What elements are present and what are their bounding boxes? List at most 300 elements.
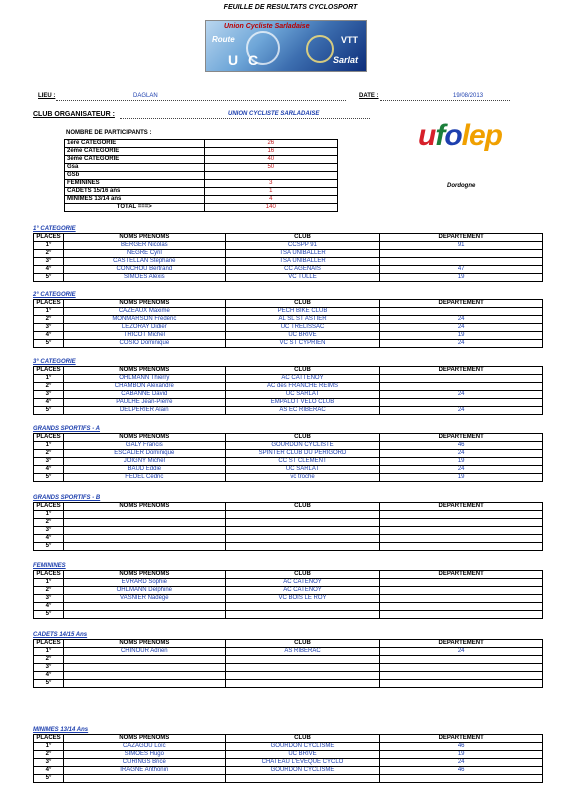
department-cell	[380, 308, 543, 316]
logo-text: Sarlat	[332, 55, 358, 65]
club-cell	[225, 535, 380, 543]
club-cell: UC SARLAT	[225, 391, 380, 399]
participants-row	[65, 188, 338, 196]
department-cell	[380, 375, 543, 383]
place-cell: 1°	[34, 242, 64, 250]
divider	[120, 118, 370, 119]
rider-name-cell: IRAGNE Anthonin	[63, 767, 225, 775]
department-cell	[380, 664, 543, 672]
department-cell	[380, 611, 543, 619]
table-row	[34, 383, 543, 391]
rider-name-cell: TRICOT Michel	[63, 332, 225, 340]
club-cell	[225, 672, 380, 680]
category-title: MINIMES 13/14 Ans	[33, 727, 89, 733]
place-cell: 5°	[34, 474, 64, 482]
department-name: Dordogne	[447, 183, 476, 189]
rider-name-cell	[63, 543, 225, 551]
club-cell: SPINTER CLUB DU PERIGORD	[225, 450, 380, 458]
logo-text: U C	[228, 52, 262, 68]
rider-name-cell: FEDEL Cédric	[63, 474, 225, 482]
club-cell: TSA UNIBALLER	[225, 258, 380, 266]
rider-name-cell: SIMOES Hugo	[63, 751, 225, 759]
table-row	[34, 316, 543, 324]
table-row	[34, 759, 543, 767]
results-table	[33, 366, 543, 415]
department-cell: 19	[380, 751, 543, 759]
table-row	[34, 543, 543, 551]
rider-name-cell: CHINOUR Adrien	[63, 648, 225, 656]
column-header: PLACES	[34, 234, 64, 242]
place-cell: 1°	[34, 308, 64, 316]
column-header: CLUB	[225, 735, 380, 743]
club-cell: GOURDON CYCLISTE	[225, 442, 380, 450]
club-cell: UC TRELISSAC	[225, 324, 380, 332]
table-row	[34, 324, 543, 332]
department-cell: 24	[380, 340, 543, 348]
rider-name-cell	[63, 775, 225, 783]
results-table	[33, 233, 543, 282]
club-cell	[225, 519, 380, 527]
participants-total-row	[65, 204, 338, 212]
department-cell	[380, 775, 543, 783]
club-cell	[225, 603, 380, 611]
place-cell: 3°	[34, 458, 64, 466]
club-cell	[225, 656, 380, 664]
department-cell: 24	[380, 450, 543, 458]
table-header-row	[34, 571, 543, 579]
department-cell: 24	[380, 759, 543, 767]
page-title: FEUILLE DE RESULTATS CYCLOSPORT	[223, 4, 358, 11]
club-cell: VC TULLE	[225, 274, 380, 282]
participants-row	[65, 140, 338, 148]
column-header: CLUB	[225, 234, 380, 242]
rider-name-cell: BAUD Eddie	[63, 466, 225, 474]
club-cell: vc troche	[225, 474, 380, 482]
logo-text: Union Cycliste Sarladaise	[224, 23, 310, 30]
club-cell: AS EC RIBERAC	[225, 407, 380, 415]
date-value: 19/08/2013	[453, 93, 484, 99]
rider-name-cell: CAZEAUX Maxime	[63, 308, 225, 316]
participants-row	[65, 172, 338, 180]
department-cell	[380, 519, 543, 527]
table-header-row	[34, 640, 543, 648]
rider-name-cell	[63, 672, 225, 680]
club-cell	[225, 680, 380, 688]
rider-name-cell	[63, 603, 225, 611]
divider	[380, 100, 510, 101]
participant-count: 40	[204, 156, 337, 164]
rider-name-cell: SIMOES Alexis	[63, 274, 225, 282]
place-cell: 3°	[34, 258, 64, 266]
column-header: PLACES	[34, 434, 64, 442]
column-header: DEPARTEMENT	[380, 503, 543, 511]
rider-name-cell: OHLMANN Thierry	[63, 375, 225, 383]
column-header: DEPARTEMENT	[380, 434, 543, 442]
rider-name-cell	[63, 664, 225, 672]
participants-row	[65, 164, 338, 172]
table-header-row	[34, 367, 543, 375]
table-header-row	[34, 434, 543, 442]
place-cell: 1°	[34, 511, 64, 519]
category-label: MINIMES 13/14 ans	[65, 196, 205, 204]
club-cell: AL SL ST ASTIER	[225, 316, 380, 324]
rider-name-cell: OHLMANN Delphine	[63, 587, 225, 595]
department-cell: 24	[380, 316, 543, 324]
column-header: NOMS PRENOMS	[63, 735, 225, 743]
participants-row	[65, 148, 338, 156]
rider-name-cell: PAULHE Jean-Pierre	[63, 399, 225, 407]
department-cell	[380, 672, 543, 680]
club-cell: AC CATTENOY	[225, 375, 380, 383]
rider-name-cell: CABANNE David	[63, 391, 225, 399]
rider-name-cell	[63, 511, 225, 519]
results-table	[33, 299, 543, 348]
column-header: PLACES	[34, 640, 64, 648]
table-row	[34, 450, 543, 458]
place-cell: 2°	[34, 519, 64, 527]
place-cell: 3°	[34, 527, 64, 535]
table-header-row	[34, 735, 543, 743]
rider-name-cell: ESCALIER Dominique	[63, 450, 225, 458]
club-cell	[225, 664, 380, 672]
place-cell: 5°	[34, 407, 64, 415]
table-row	[34, 595, 543, 603]
lieu-value: DAGLAN	[133, 93, 158, 99]
department-cell: 46	[380, 767, 543, 775]
table-row	[34, 466, 543, 474]
table-row	[34, 611, 543, 619]
total-value: 140	[204, 204, 337, 212]
results-table	[33, 734, 543, 783]
table-header-row	[34, 234, 543, 242]
rider-name-cell: NEGRE Cyril	[63, 250, 225, 258]
department-cell: 19	[380, 332, 543, 340]
place-cell: 2°	[34, 656, 64, 664]
department-cell: 24	[380, 466, 543, 474]
column-header: NOMS PRENOMS	[63, 300, 225, 308]
club-cell: CHATEAU L'EVEQUE CYCLO	[225, 759, 380, 767]
club-cell	[225, 775, 380, 783]
divider	[56, 100, 346, 101]
club-cell: UC BRIVE	[225, 751, 380, 759]
column-header: DEPARTEMENT	[380, 735, 543, 743]
department-cell	[380, 595, 543, 603]
club-label: CLUB ORGANISATEUR :	[33, 111, 115, 118]
category-title: GRANDS SPORTIFS - B	[33, 495, 101, 501]
results-table	[33, 502, 543, 551]
participants-row	[65, 180, 338, 188]
department-cell: 19	[380, 474, 543, 482]
rider-name-cell	[63, 611, 225, 619]
participant-count: 16	[204, 148, 337, 156]
category-title: 2° CATEGORIE	[33, 292, 76, 298]
club-cell: VC ST CYPRIEN	[225, 340, 380, 348]
table-row	[34, 664, 543, 672]
department-cell	[380, 250, 543, 258]
category-title: GRANDS SPORTIFS - A	[33, 426, 101, 432]
column-header: DEPARTEMENT	[380, 571, 543, 579]
place-cell: 2°	[34, 587, 64, 595]
place-cell: 3°	[34, 391, 64, 399]
column-header: DEPARTEMENT	[380, 300, 543, 308]
column-header: NOMS PRENOMS	[63, 367, 225, 375]
department-cell	[380, 535, 543, 543]
category-title: 1° CATEGORIE	[33, 226, 76, 232]
place-cell: 3°	[34, 324, 64, 332]
rider-name-cell: GALY Francis	[63, 442, 225, 450]
category-label: 2ème CATEGORIE	[65, 148, 205, 156]
rider-name-cell: COSIO Dominique	[63, 340, 225, 348]
table-row	[34, 603, 543, 611]
category-label: CADETS 15/16 ans	[65, 188, 205, 196]
participant-count: 1	[204, 188, 337, 196]
table-row	[34, 535, 543, 543]
lieu-label: LIEU :	[38, 93, 56, 99]
place-cell: 4°	[34, 266, 64, 274]
rider-name-cell: CHAMBON Alexandre	[63, 383, 225, 391]
column-header: DEPARTEMENT	[380, 640, 543, 648]
participants-row	[65, 156, 338, 164]
rider-name-cell: BERGER Nicolas	[63, 242, 225, 250]
participant-count	[204, 172, 337, 180]
column-header: NOMS PRENOMS	[63, 640, 225, 648]
date-label: DATE :	[359, 93, 379, 99]
club-cell: EMPALOT VELO CLUB	[225, 399, 380, 407]
table-row	[34, 442, 543, 450]
department-cell: 47	[380, 266, 543, 274]
department-cell	[380, 527, 543, 535]
table-row	[34, 258, 543, 266]
participants-title: NOMBRE DE PARTICIPANTS :	[66, 130, 152, 136]
table-row	[34, 308, 543, 316]
department-cell	[380, 511, 543, 519]
ufolep-logo: ufolep	[418, 119, 503, 152]
place-cell: 2°	[34, 751, 64, 759]
place-cell: 5°	[34, 340, 64, 348]
participant-count: 4	[204, 196, 337, 204]
department-cell	[380, 579, 543, 587]
club-cell	[225, 543, 380, 551]
logo-text: Route	[212, 35, 235, 44]
department-cell	[380, 603, 543, 611]
column-header: CLUB	[225, 503, 380, 511]
department-cell	[380, 587, 543, 595]
rider-name-cell: DELPERIER Alain	[63, 407, 225, 415]
department-cell: 46	[380, 442, 543, 450]
place-cell: 3°	[34, 595, 64, 603]
table-row	[34, 274, 543, 282]
rider-name-cell: CONCHOU Bertrand	[63, 266, 225, 274]
participants-row	[65, 196, 338, 204]
place-cell: 4°	[34, 466, 64, 474]
place-cell: 1°	[34, 375, 64, 383]
column-header: CLUB	[225, 640, 380, 648]
table-row	[34, 375, 543, 383]
column-header: NOMS PRENOMS	[63, 434, 225, 442]
table-row	[34, 242, 543, 250]
category-label: GSb	[65, 172, 205, 180]
club-cell: GOURDON CYCLISME	[225, 743, 380, 751]
club-logo	[205, 20, 367, 72]
department-cell: 19	[380, 458, 543, 466]
club-cell: PECH BIKE CLUB	[225, 308, 380, 316]
table-row	[34, 587, 543, 595]
club-cell: GOURDON CYCLISME	[225, 767, 380, 775]
place-cell: 4°	[34, 332, 64, 340]
club-cell: CC AGENAIS	[225, 266, 380, 274]
category-label: 3ème CATEGORIE	[65, 156, 205, 164]
rider-name-cell	[63, 527, 225, 535]
column-header: CLUB	[225, 367, 380, 375]
category-label: 1ère CATEGORIE	[65, 140, 205, 148]
table-row	[34, 743, 543, 751]
department-cell	[380, 656, 543, 664]
column-header: PLACES	[34, 735, 64, 743]
column-header: DEPARTEMENT	[380, 234, 543, 242]
column-header: PLACES	[34, 571, 64, 579]
club-value: UNION CYCLISTE SARLADAISE	[228, 111, 320, 117]
place-cell: 1°	[34, 648, 64, 656]
place-cell: 4°	[34, 535, 64, 543]
department-cell	[380, 383, 543, 391]
table-row	[34, 458, 543, 466]
club-cell	[225, 511, 380, 519]
department-cell	[380, 399, 543, 407]
total-label: TOTAL ===>	[65, 204, 205, 212]
place-cell: 4°	[34, 399, 64, 407]
place-cell: 5°	[34, 680, 64, 688]
rider-name-cell	[63, 656, 225, 664]
table-row	[34, 775, 543, 783]
place-cell: 3°	[34, 664, 64, 672]
category-title: FEMININES	[33, 563, 66, 569]
column-header: NOMS PRENOMS	[63, 503, 225, 511]
rider-name-cell: JOIGNY Michel	[63, 458, 225, 466]
club-cell: UC SARLAT	[225, 466, 380, 474]
rider-name-cell: LEZORAY Didier	[63, 324, 225, 332]
club-cell: AC des FRANCHE REIMS	[225, 383, 380, 391]
club-cell: AC CATENOY	[225, 587, 380, 595]
table-row	[34, 391, 543, 399]
logo-text: VTT	[341, 35, 358, 45]
department-cell: 46	[380, 743, 543, 751]
table-row	[34, 332, 543, 340]
club-cell: CCSPP 91	[225, 242, 380, 250]
place-cell: 5°	[34, 543, 64, 551]
place-cell: 5°	[34, 775, 64, 783]
participant-count: 50	[204, 164, 337, 172]
category-label: Gsa	[65, 164, 205, 172]
place-cell: 2°	[34, 383, 64, 391]
table-row	[34, 656, 543, 664]
column-header: CLUB	[225, 571, 380, 579]
column-header: DEPARTEMENT	[380, 367, 543, 375]
club-cell: TSA UNIBALLER	[225, 250, 380, 258]
table-header-row	[34, 503, 543, 511]
department-cell	[380, 680, 543, 688]
rider-name-cell: MONMARSON Frédéric	[63, 316, 225, 324]
rider-name-cell: EVRARD Sophie	[63, 579, 225, 587]
rider-name-cell: CASTELLAN Stéphane	[63, 258, 225, 266]
column-header: CLUB	[225, 300, 380, 308]
place-cell: 5°	[34, 274, 64, 282]
category-title: CADETS 14/15 Ans	[33, 632, 88, 638]
participant-count: 3	[204, 180, 337, 188]
place-cell: 1°	[34, 743, 64, 751]
place-cell: 4°	[34, 672, 64, 680]
place-cell: 2°	[34, 250, 64, 258]
table-row	[34, 250, 543, 258]
column-header: NOMS PRENOMS	[63, 234, 225, 242]
table-row	[34, 579, 543, 587]
club-cell	[225, 527, 380, 535]
department-cell	[380, 543, 543, 551]
column-header: PLACES	[34, 503, 64, 511]
table-row	[34, 407, 543, 415]
place-cell: 4°	[34, 603, 64, 611]
rider-name-cell	[63, 535, 225, 543]
department-cell: 91	[380, 242, 543, 250]
place-cell: 2°	[34, 316, 64, 324]
rider-name-cell: VASNIER Nadège	[63, 595, 225, 603]
department-cell	[380, 258, 543, 266]
place-cell: 3°	[34, 759, 64, 767]
place-cell: 2°	[34, 450, 64, 458]
category-title: 3° CATEGORIE	[33, 359, 76, 365]
results-table	[33, 433, 543, 482]
participant-count: 26	[204, 140, 337, 148]
rider-name-cell: CURINGS Brice	[63, 759, 225, 767]
rider-name-cell	[63, 519, 225, 527]
column-header: NOMS PRENOMS	[63, 571, 225, 579]
wheel-graphic	[306, 35, 334, 63]
category-label: FEMININES	[65, 180, 205, 188]
club-cell: UC BRIVE	[225, 332, 380, 340]
table-row	[34, 751, 543, 759]
club-cell: AC CATENOY	[225, 579, 380, 587]
club-cell: VC BOIS LE ROY	[225, 595, 380, 603]
table-row	[34, 266, 543, 274]
department-cell: 24	[380, 648, 543, 656]
column-header: CLUB	[225, 434, 380, 442]
rider-name-cell	[63, 680, 225, 688]
place-cell: 5°	[34, 611, 64, 619]
table-header-row	[34, 300, 543, 308]
results-table	[33, 639, 543, 688]
place-cell: 4°	[34, 767, 64, 775]
club-cell: CC ST CLEMENT	[225, 458, 380, 466]
table-row	[34, 648, 543, 656]
department-cell: 24	[380, 407, 543, 415]
column-header: PLACES	[34, 367, 64, 375]
table-row	[34, 474, 543, 482]
column-header: PLACES	[34, 300, 64, 308]
table-row	[34, 519, 543, 527]
place-cell: 1°	[34, 442, 64, 450]
participants-table	[64, 139, 338, 212]
club-cell: AS RIBERAC	[225, 648, 380, 656]
table-row	[34, 527, 543, 535]
club-cell	[225, 611, 380, 619]
table-row	[34, 680, 543, 688]
place-cell: 1°	[34, 579, 64, 587]
results-table	[33, 570, 543, 619]
department-cell: 19	[380, 274, 543, 282]
department-cell: 24	[380, 324, 543, 332]
rider-name-cell: CAZAGOU Loïc	[63, 743, 225, 751]
table-row	[34, 340, 543, 348]
table-row	[34, 399, 543, 407]
